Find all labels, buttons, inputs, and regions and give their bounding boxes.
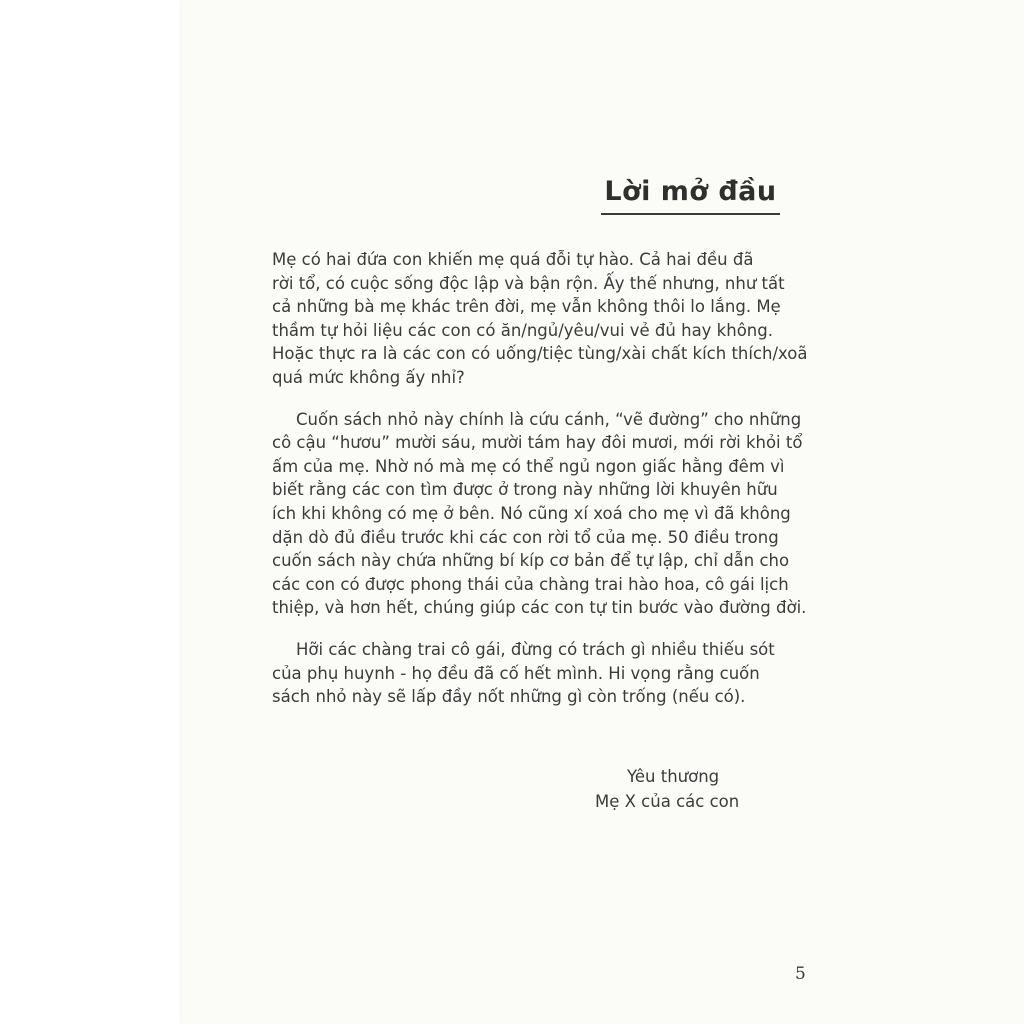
text-line: của phụ huynh - họ đều đã cố hết mình. Hi vọng rằng cuốn [272, 663, 760, 683]
signature-name: Mẹ X của các con [595, 792, 740, 811]
text-line: Mẹ có hai đứa con khiến mẹ quá đỗi tự hào. Cả hai đều đã [272, 250, 754, 269]
text-line: thiệp, và hơn hết, chúng giúp các con tự tin bước vào đường đời. [272, 598, 807, 618]
body-text [272, 248, 872, 727]
chapter-title [182, 176, 1024, 215]
text-line: dặn dò đủ điều trước khi các con rời tổ của mẹ. 50 điều trong [272, 527, 779, 547]
text-line: cô cậu “hươu” mười sáu, mười tám hay đôi mươi, mới rời khỏi tổ [272, 433, 803, 453]
signature-closing: Yêu thương [627, 767, 720, 786]
text-line: các con có được phong thái của chàng trai hào hoa, cô gái lịch [272, 574, 789, 594]
page-number: 5 [795, 964, 806, 984]
text-line: rời tổ, có cuộc sống độc lập và bận rộn. Ấy thế nhưng, như tất [272, 273, 785, 293]
text-line: quá mức không ấy nhỉ? [272, 367, 465, 387]
text-line: cuốn sách này chứa những bí kíp cơ bản để tự lập, chỉ dẫn cho [272, 551, 790, 571]
text-line: Hoặc thực ra là các con có uống/tiệc tùng/xài chất kích thích/xoã [272, 344, 808, 364]
signature-block [560, 764, 760, 814]
text-line: thầm tự hỏi liệu các con có ăn/ngủ/yêu/vui vẻ đủ hay không. [272, 320, 773, 340]
paragraph-3 [272, 638, 872, 709]
paragraph-2 [272, 408, 872, 620]
text-line: ấm của mẹ. Nhờ nó mà mẹ có thể ngủ ngon giấc hằng đêm vì [272, 456, 785, 476]
text-line: ích khi không có mẹ ở bên. Nó cũng xí xoá cho mẹ vì đã không [272, 503, 791, 523]
text-line: Cuốn sách nhỏ này chính là cứu cánh, “vẽ đường” cho những [296, 409, 802, 429]
text-line: biết rằng các con tìm được ở trong này những lời khuyên hữu [272, 480, 778, 500]
chapter-title-text: Lời mở đầu [601, 176, 779, 215]
paragraph-1 [272, 248, 872, 390]
text-line: cả những bà mẹ khác trên đời, mẹ vẫn không thôi lo lắng. Mẹ [272, 297, 781, 317]
text-line: sách nhỏ này sẽ lấp đầy nốt những gì còn trống (nếu có). [272, 687, 746, 707]
text-line: Hỡi các chàng trai cô gái, đừng có trách gì nhiều thiếu sót [296, 639, 775, 659]
